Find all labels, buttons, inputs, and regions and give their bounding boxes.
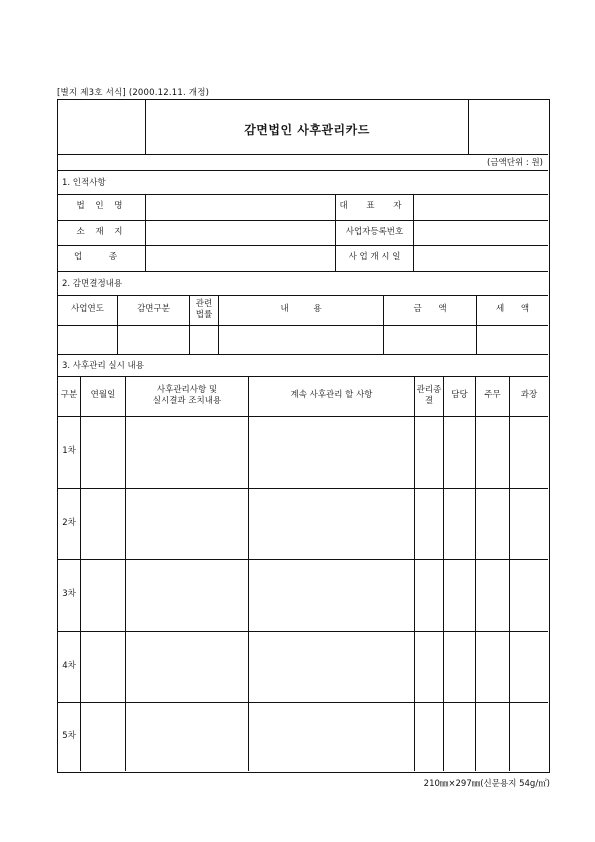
col-management-end-line2: 결 — [424, 396, 434, 406]
unit-row-rule — [58, 170, 548, 171]
section1-row3-rule — [58, 271, 548, 272]
col-staff-sign: 담당 — [451, 390, 468, 401]
industry-field[interactable] — [146, 245, 335, 271]
business-year-field[interactable] — [58, 325, 117, 354]
col-management-result — [126, 376, 248, 416]
col-chief-sign: 주무 — [484, 390, 501, 401]
col-management-result-line2: 실시결과 조치내용 — [152, 396, 222, 406]
industry-label: 업 종 — [73, 252, 130, 263]
section2-row-rule — [58, 354, 548, 355]
title-bottom-rule — [58, 154, 548, 155]
corp-name-field[interactable] — [146, 194, 335, 220]
representative-label: 대 표 자 — [339, 201, 410, 212]
related-law-field[interactable] — [190, 325, 218, 354]
row-label-5: 5차 — [62, 730, 76, 741]
col-content: 내 용 — [280, 304, 322, 315]
followup-entry-area[interactable] — [81, 416, 548, 771]
address-label: 소 재 지 — [76, 226, 127, 237]
paper-size-note: 210㎜×297㎜(신문용지 54g/㎡) — [423, 779, 550, 789]
col-sequence: 구분 — [60, 390, 78, 401]
biz-reg-no-field[interactable] — [414, 220, 548, 245]
corp-name-label: 법 인 명 — [76, 201, 127, 212]
exemption-type-field[interactable] — [118, 325, 189, 354]
col-amount: 금 액 — [413, 304, 447, 315]
section2-heading: 2. 감면결정내용 — [62, 279, 123, 289]
start-date-label: 사 업 개 시 일 — [348, 252, 401, 263]
representative-field[interactable] — [414, 194, 548, 220]
address-field[interactable] — [146, 220, 335, 245]
start-date-field[interactable] — [414, 245, 548, 271]
col-related-law — [190, 295, 218, 325]
blank-box-right[interactable] — [469, 100, 548, 154]
col-related-law-line2: 법률 — [195, 310, 213, 320]
amount-unit-note: (금액단위 : 원) — [487, 158, 543, 168]
col-related-law-line1: 관련 — [195, 298, 213, 309]
blank-box-left[interactable] — [58, 100, 145, 154]
section3-heading: 3. 사후관리 실시 내용 — [62, 361, 144, 371]
col-date: 연월일 — [90, 390, 116, 401]
form-reference: [별지 제3호 서식] (2000.12.11. 개정) — [57, 88, 210, 98]
col-management-end — [415, 376, 443, 416]
col-management-result-line1: 사후관리사항 및 — [156, 384, 218, 395]
tax-amount-field[interactable] — [477, 325, 548, 354]
col-tax-amount: 세 액 — [495, 304, 530, 315]
page-title: 감면법인 사후관리카드 — [244, 123, 370, 137]
col-management-end-line1: 관리종 — [416, 384, 442, 395]
management-card-form — [57, 99, 550, 773]
col-business-year: 사업연도 — [71, 304, 104, 315]
row-label-3: 3차 — [62, 589, 76, 600]
col-head-sign: 과장 — [520, 390, 538, 401]
col-exemption-type: 감면구분 — [137, 304, 170, 315]
amount-field[interactable] — [384, 325, 476, 354]
content-field[interactable] — [219, 325, 383, 354]
col-followup-items: 계속 사후관리 할 사항 — [290, 390, 373, 401]
row-label-2: 2차 — [62, 517, 76, 528]
section1-heading: 1. 인적사항 — [62, 178, 106, 188]
row-label-1: 1차 — [62, 446, 76, 457]
biz-reg-no-label: 사업자등록번호 — [345, 226, 404, 237]
row-label-4: 4차 — [62, 660, 76, 671]
